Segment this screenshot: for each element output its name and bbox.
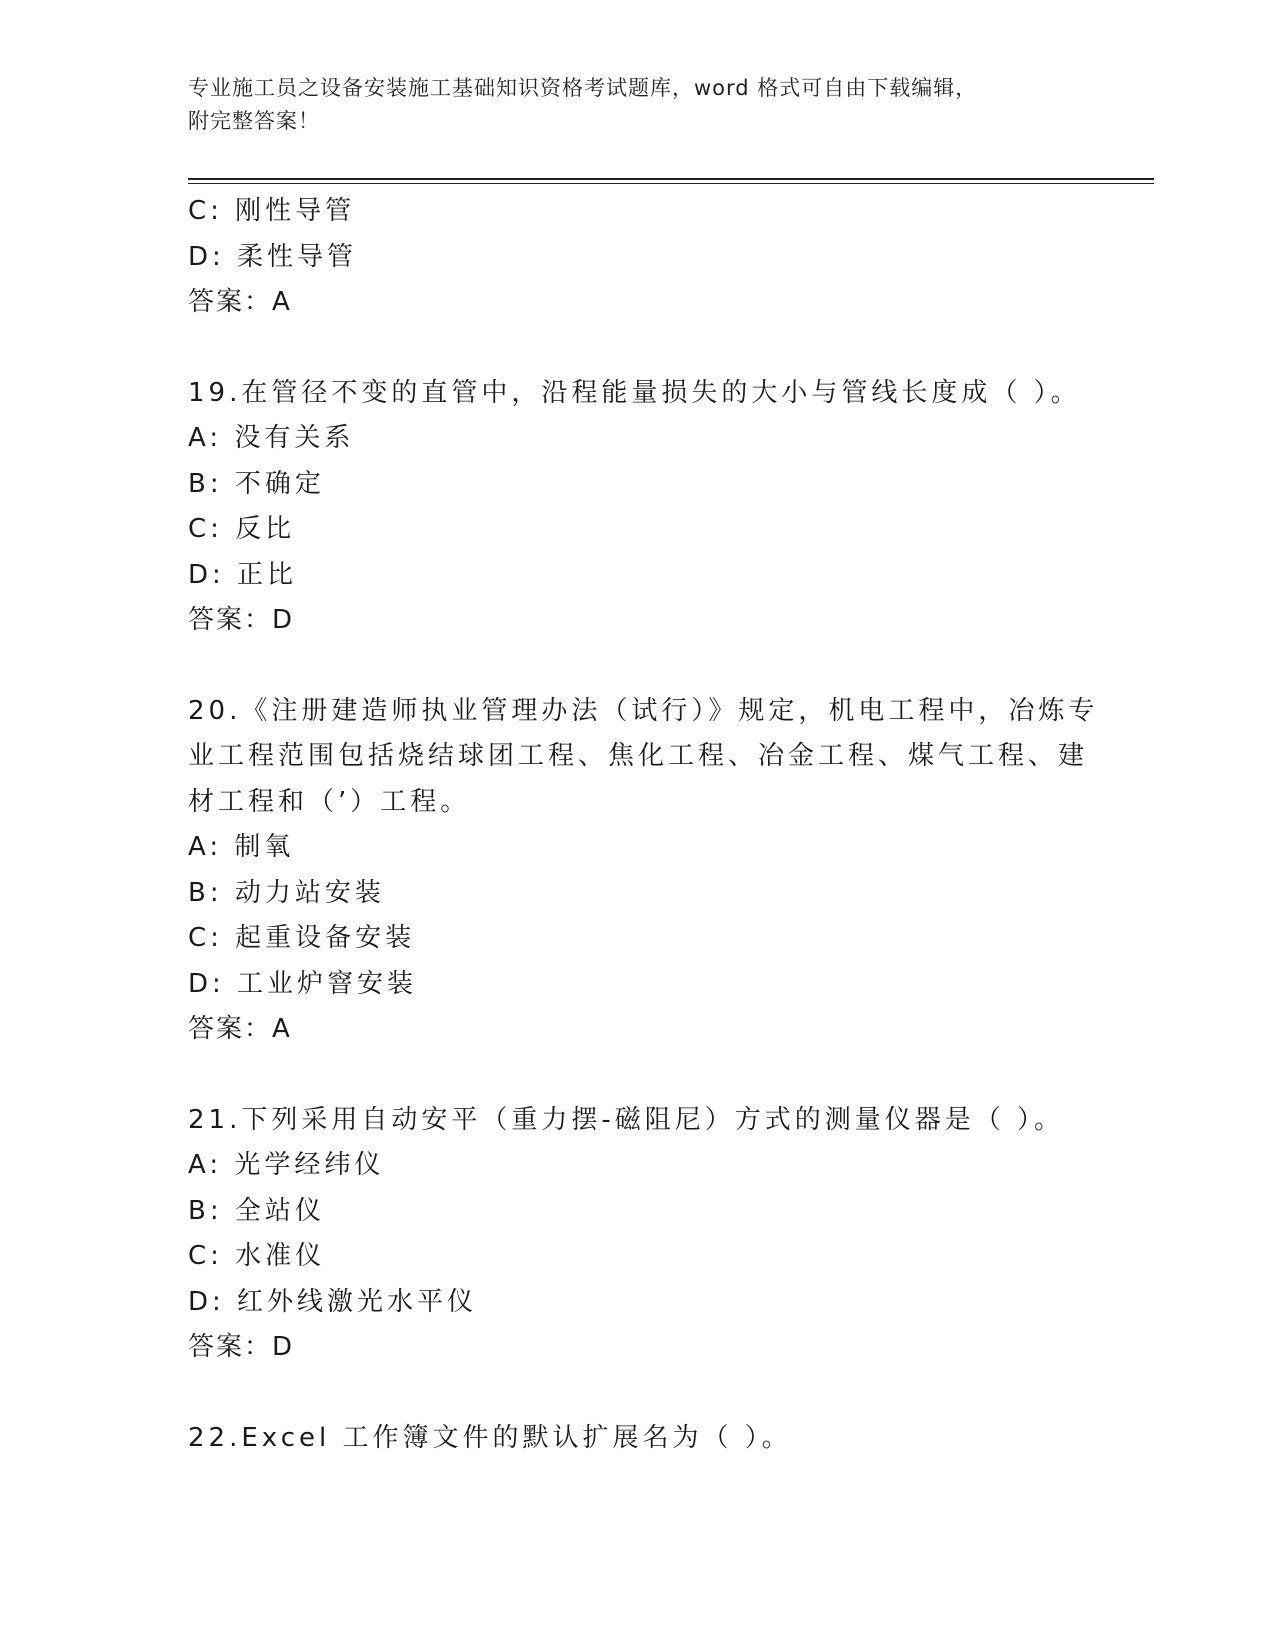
option-b: B: 不确定 <box>188 468 325 499</box>
question-text: 22.Excel 工作簿文件的默认扩展名为（ ）。 <box>188 1422 792 1453</box>
question-text: 21.下列采用自动安平（重力摆-磁阻尼）方式的测量仪器是（ ）。 <box>188 1104 1064 1135</box>
option-a: A: 光学经纬仪 <box>188 1150 385 1180</box>
question-18-tail <box>188 189 1088 326</box>
answer: 答案：D <box>188 605 295 635</box>
option-a: A: 没有关系 <box>188 423 355 453</box>
question-19 <box>188 371 1088 644</box>
option-c: C: 起重设备安装 <box>188 923 416 953</box>
option-d: D: 柔性导管 <box>188 241 358 272</box>
answer: 答案：D <box>188 1332 295 1362</box>
header-line-1: 专业施工员之设备安装施工基础知识资格考试题库，word 格式可自由下载编辑， <box>188 76 978 100</box>
option-a: A: 制氧 <box>188 832 295 862</box>
question-21 <box>188 1098 1088 1371</box>
answer: 答案：A <box>188 1014 292 1044</box>
question-20 <box>188 689 1099 1053</box>
question-22 <box>188 1416 1088 1462</box>
document-header <box>188 72 1088 138</box>
question-text-line-2: 业工程范围包括烧结球团工程、焦化工程、冶金工程、煤气工程、建 <box>188 741 1089 771</box>
option-c: C: 反比 <box>188 514 296 544</box>
document-body <box>188 189 1099 1461</box>
option-d: D: 红外线激光水平仪 <box>188 1286 478 1317</box>
option-b: B: 动力站安装 <box>188 877 385 908</box>
question-text-line-3: 材工程和（’）工程。 <box>188 786 471 817</box>
header-line-2: 附完整答案！ <box>188 109 320 133</box>
question-text-line-1: 20.《注册建造师执业管理办法（试行）》规定，机电工程中，冶炼专 <box>188 695 1099 726</box>
header-rule-thick <box>188 178 1154 180</box>
header-rule-thin <box>188 183 1154 184</box>
question-text: 19.在管径不变的直管中，沿程能量损失的大小与管线长度成（ ）。 <box>188 377 1081 408</box>
option-d: D: 正比 <box>188 559 298 590</box>
option-c: C: 水准仪 <box>188 1241 326 1271</box>
answer: 答案：A <box>188 287 292 317</box>
option-b: B: 全站仪 <box>188 1195 325 1226</box>
option-c: C: 刚性导管 <box>188 196 356 226</box>
option-d: D: 工业炉窨安装 <box>188 968 418 999</box>
